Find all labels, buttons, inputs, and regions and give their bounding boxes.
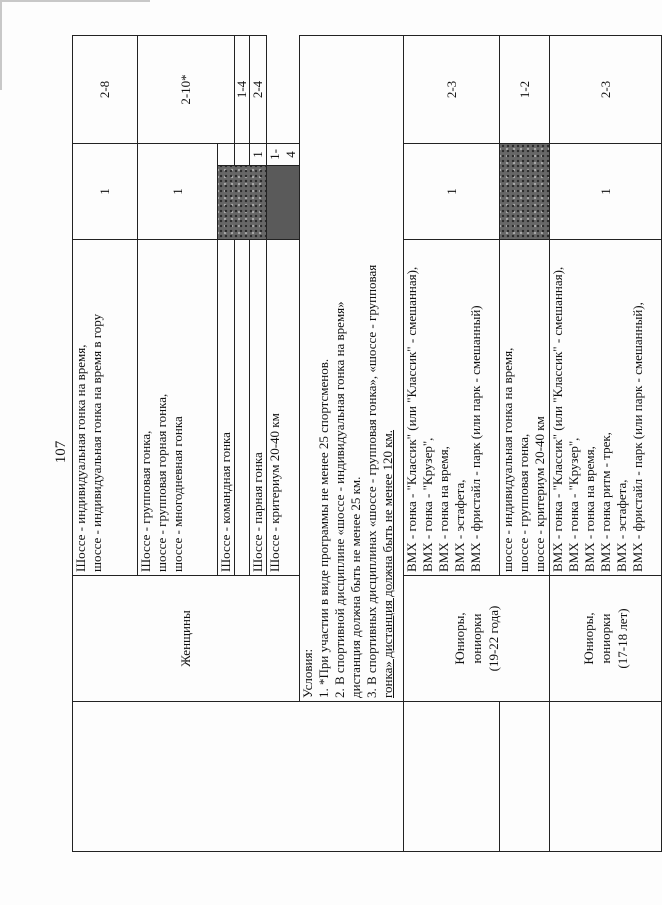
discipline-cell: шоссе - индивидуальная гонка на время, шоссе - групповая гонка, шоссе - критериум 20-40 км [500, 240, 550, 576]
count-cell: 1 [73, 144, 138, 240]
count-cell: 1 [404, 144, 500, 240]
shaded-cell [267, 166, 300, 240]
count-cell: 1 [138, 144, 218, 240]
range-cell: 1-4 [267, 144, 300, 166]
shaded-cell [500, 144, 550, 240]
discipline-cell: Шоссе - критериум 20-40 км [267, 240, 300, 576]
rotated-page [72, 36, 645, 852]
range-cell: 2-8 [73, 36, 138, 144]
range-cell: 2-10* [138, 36, 235, 144]
group-juniors-19-22: Юниоры, юниорки (19-22 года) [404, 576, 550, 702]
count-cell: 1 [250, 144, 267, 166]
range-cell: 2-3 [404, 36, 500, 144]
scan-corner-left [0, 0, 2, 90]
range-cell: 2-3 [550, 36, 662, 144]
notes-cell: Условия: 1. *При участии в виде программы не менее 25 спортсменов. 2. В спортивной дисциплине «шоссе - индивидуальная гонка на время» дистанция должна быть не менее 25 км. 3. В спортивных дисциплинах «шоссе - групповая гонка», «шоссе - групповая гонка» дистанция должна быть не менее 120 км. [300, 36, 404, 702]
discipline-cell: Шоссе - парная гонка [250, 240, 267, 576]
discipline-cell: ВМХ - гонка - "Классик" (или "Классик" - смешанная), ВМХ - гонка - "Крузер", ВМХ - гонка на время, ВМХ - эстафета, ВМХ - фристайл - парк (или парк - смешанный) [404, 240, 500, 576]
discipline-cell: ВМХ - гонка - "Классик" (или "Классик" - смешанная), ВМХ - гонка - "Крузер", ВМХ - гонка на время, ВМХ - гонка ритм - трек, ВМХ - эстафета, ВМХ - фристайл - парк (или парк - смешанный), [550, 240, 662, 576]
blank-cell [235, 240, 250, 576]
table-row [500, 36, 550, 852]
discipline-cell: Шоссе - командная гонка [218, 240, 235, 576]
group-juniors-17-18: Юниоры, юниорки (17-18 лет) [550, 576, 662, 702]
discipline-cell: Шоссе - индивидуальная гонка на время, шоссе - индивидуальная гонка на время в гору [73, 240, 138, 576]
standards-table [72, 35, 662, 852]
blank-cell [73, 702, 404, 852]
discipline-cell: Шоссе - групповая гонка, шоссе - групповая горная гонка, шоссе - многодневная гонка [138, 240, 218, 576]
blank-cell [235, 144, 250, 166]
group-women: Женщины [73, 576, 300, 702]
table-row [73, 36, 138, 852]
range-cell: 1-2 [500, 36, 550, 144]
range-cell: 2-4 [250, 36, 267, 144]
page-number: 107 [53, 440, 69, 464]
table-area [72, 36, 645, 852]
table-row [404, 36, 500, 852]
blank-cell [404, 702, 500, 852]
blank-cell [218, 144, 235, 166]
range-cell: 1-4 [235, 36, 250, 144]
scan-corner-top [0, 0, 150, 2]
blank-cell [550, 702, 662, 852]
count-cell: 1 [550, 144, 662, 240]
shaded-cell [218, 166, 267, 240]
blank-cell [500, 702, 550, 852]
table-row [550, 36, 662, 852]
